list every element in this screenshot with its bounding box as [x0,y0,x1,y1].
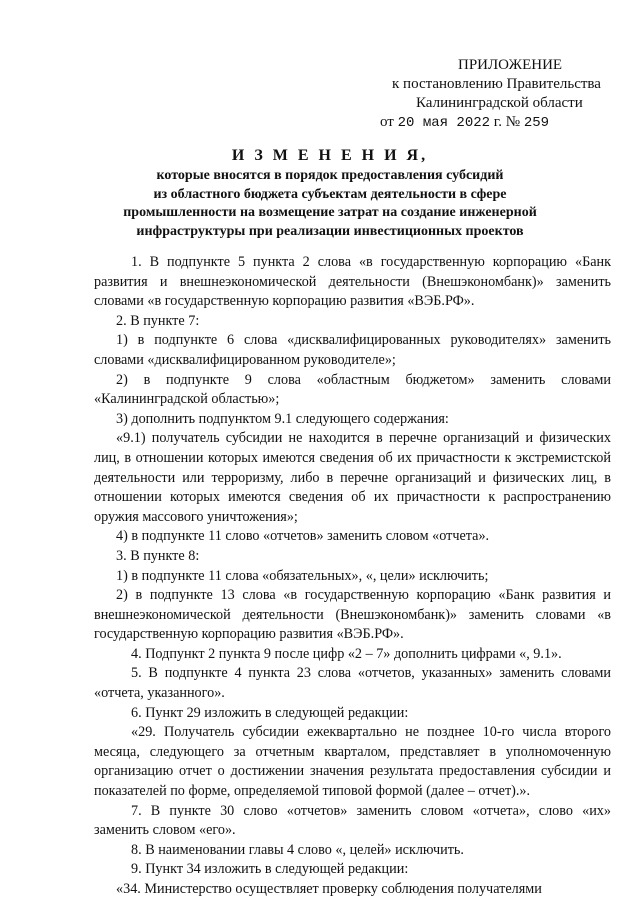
paragraph-subitem: 3) дополнить подпунктом 9.1 следующего содержания: [116,410,449,427]
paragraph-item-4: 4. Подпункт 2 пункта 9 после цифр «2 – 7» дополнить цифрами «, 9.1». [131,645,562,662]
date-prefix: от [380,114,394,130]
paragraph-subitem: 2) в подпункте 13 слова «в государственную корпорацию «Банк развития и внешнеэкономической деятельности (Внешэкономбанк)» заменить словами «в государственную корпорацию развития «ВЭБ.РФ». [94,587,611,643]
paragraph-quote: «9.1) получатель субсидии не находится в перечне организаций и физических лиц, в отношении которых имеются сведения об их причастности к экстремистской деятельности или терроризму, либо в перечне организаций и физических лиц, в отношении которых имеются сведения об их причастности к распространению оружия массового уничтожения»; [94,430,611,525]
paragraph-item-2: 2. В пункте 7: [116,312,200,329]
paragraph-subitem: 4) в подпункте 11 слово «отчетов» заменить словом «отчета». [116,528,490,545]
appendix-title: ПРИЛОЖЕНИЕ [458,57,563,73]
heading-subtitle-line: которые вносятся в порядок предоставления субсидий [156,168,504,183]
appendix-date-line [380,113,610,133]
paragraph-subitem: 2) в подпункте 9 слова «областным бюджетом» заменить словами «Калининградской областью»; [94,371,611,408]
appendix-line-region: Калининградской области [416,95,583,111]
appendix-block [380,56,610,133]
paragraph-quote: «29. Получатель субсидии ежеквартально не позднее 10-го числа второго месяца, следующего за отчетным кварталом, представляет в уполномоченную организацию отчет о достижении значения результата предоставления субсидии и показателей по форме, определяемой типовой формой (далее – отчет).». [94,724,611,800]
date-value: 20 мая 2022 [397,115,491,131]
heading-subtitle-line: из областного бюджета субъектам деятельности в сфере [153,186,507,202]
paragraph-item-8: 8. В наименовании главы 4 слово «, целей» исключить. [131,841,464,858]
paragraph-item-5: 5. В подпункте 4 пункта 23 слова «отчетов, указанных» заменить словами «отчета, указанного». [94,665,611,702]
paragraph-item-6: 6. Пункт 29 изложить в следующей редакции: [131,704,409,721]
date-number-label: г. № [493,114,521,130]
heading-subtitle-line: промышленности на возмещение затрат на создание инженерной [123,205,537,220]
paragraph-item-3: 3. В пункте 8: [116,547,200,564]
document-heading [92,146,568,241]
heading-title: И З М Е Н Е Н И Я, [231,147,429,164]
paragraph-item-9: 9. Пункт 34 изложить в следующей редакции: [131,861,409,878]
heading-subtitle-line: инфраструктуры при реализации инвестиционных проектов [136,223,524,239]
paragraph-item-7: 7. В пункте 30 слово «отчетов» заменить словом «отчета», слово «их» заменить словом «его». [94,802,611,839]
paragraph-subitem: 1) в подпункте 11 слова «обязательных», «, цели» исключить; [116,567,489,584]
decree-number: 259 [523,115,550,131]
paragraph-item-1: 1. В подпункте 5 пункта 2 слова «в государственную корпорацию «Банк развития и внешнеэкономической деятельности (Внешэкономбанк)» заменить словами «в государственную корпорацию развития «ВЭБ.РФ». [94,254,611,310]
paragraph-quote: «34. Министерство осуществляет проверку соблюдения получателями [116,881,542,897]
appendix-line-decree: к постановлению Правительства [392,76,601,92]
paragraph-subitem: 1) в подпункте 6 слова «дисквалифицированных руководителях» заменить словами «дисквалифицированном руководителе»; [94,332,611,368]
document-body [94,253,611,900]
